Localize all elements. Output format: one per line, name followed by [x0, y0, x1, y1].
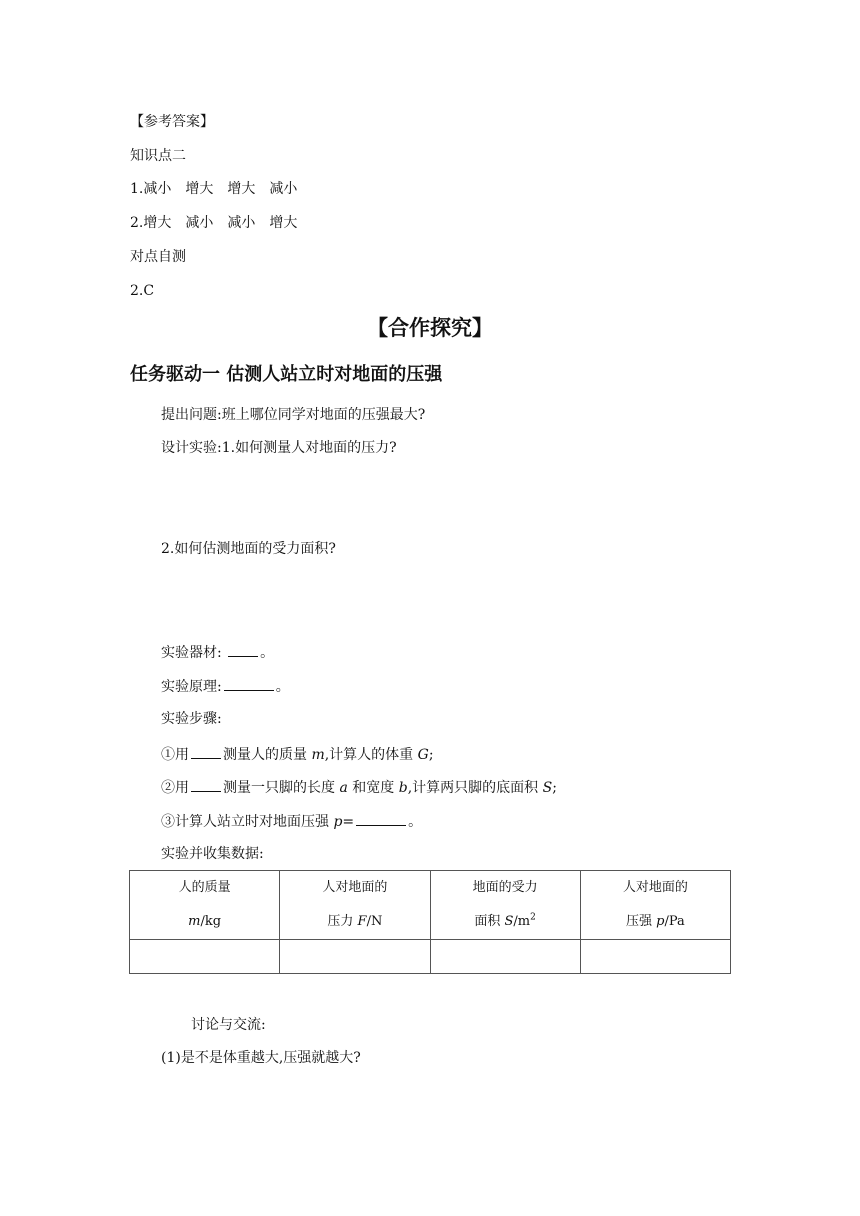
header-unit: /m: [513, 914, 531, 929]
discussion-question-1: (1)是不是体重越大,压强就越大?: [161, 1050, 361, 1066]
step-1-pre: ①用: [161, 747, 189, 763]
step-3-eq: =: [342, 814, 355, 830]
answers-line-1: 1.减小 增大 增大 减小: [130, 181, 298, 197]
materials-line: [161, 644, 274, 660]
step-3: [161, 813, 422, 829]
answers-title: 【参考答案】: [130, 114, 214, 130]
header-unit: /kg: [200, 914, 222, 929]
section-heading: 【合作探究】: [367, 316, 493, 340]
answers-subsection: 对点自测: [130, 249, 186, 265]
header-var: m: [188, 914, 201, 929]
var-p: p: [333, 814, 343, 830]
table-header-cell: [130, 871, 280, 940]
header-pre: 压强: [625, 914, 657, 929]
materials-label: 实验器材:: [161, 645, 227, 661]
principle-blank: [224, 678, 274, 691]
var-g: G: [417, 747, 429, 763]
header-unit: /N: [366, 914, 383, 929]
answers-line-3: 2.C: [130, 283, 155, 299]
header-var: F: [357, 914, 367, 929]
step-3-blank: [356, 813, 406, 826]
var-s: S: [542, 780, 553, 796]
header-var: p: [656, 914, 665, 929]
question-text: 提出问题:班上哪位同学对地面的压强最大?: [161, 407, 426, 423]
table-cell[interactable]: [130, 940, 280, 974]
table-header-cell: [280, 871, 430, 940]
var-m: m: [311, 747, 325, 763]
period: 。: [275, 679, 290, 695]
table-row: [130, 940, 731, 974]
header-line-1: 人对地面的: [322, 880, 388, 895]
step-1-mid2: ,计算人的体重: [324, 747, 418, 763]
step-1-mid: 测量人的质量: [223, 747, 312, 763]
step-2-post: ;: [552, 780, 557, 796]
principle-line: [161, 678, 290, 694]
header-line-1: 地面的受力: [472, 880, 538, 895]
answers-section: 知识点二: [130, 148, 186, 164]
period: 。: [260, 645, 275, 661]
header-pre: 压力: [327, 914, 358, 929]
step-1-blank: [191, 746, 221, 759]
step-2: [161, 779, 557, 795]
table-cell[interactable]: [580, 940, 730, 974]
table-header-cell: [580, 871, 730, 940]
principle-label: 实验原理:: [161, 679, 222, 695]
design-question-2: 2.如何估测地面的受力面积?: [161, 541, 336, 557]
step-2-pre: ②用: [161, 780, 189, 796]
header-pre: 面积: [474, 914, 505, 929]
step-1: [161, 746, 434, 762]
header-line-1: 人的质量: [178, 880, 231, 895]
table-cell[interactable]: [280, 940, 430, 974]
table-header-row: [130, 871, 731, 940]
step-3-pre: ③计算人站立时对地面压强: [161, 814, 334, 830]
step-2-mid: 测量一只脚的长度: [223, 780, 340, 796]
var-b: b: [398, 780, 408, 796]
header-unit: /Pa: [664, 914, 685, 929]
collect-label: 实验并收集数据:: [161, 846, 264, 862]
header-sup: 2: [530, 912, 536, 923]
design-question-1: 设计实验:1.如何测量人对地面的压力?: [161, 440, 397, 456]
header-var: S: [504, 914, 514, 929]
step-2-mid2: 和宽度: [347, 780, 399, 796]
var-a: a: [339, 780, 348, 796]
task-title: 任务驱动一 估测人站立时对地面的压强: [130, 364, 443, 385]
steps-label: 实验步骤:: [161, 711, 222, 727]
discussion-label: 讨论与交流:: [191, 1017, 266, 1033]
period: 。: [408, 814, 423, 830]
data-table: [129, 870, 731, 974]
step-2-mid3: ,计算两只脚的底面积: [407, 780, 543, 796]
materials-blank: [228, 644, 258, 657]
table-header-cell: [430, 871, 580, 940]
step-2-blank: [191, 779, 221, 792]
answers-line-2: 2.增大 减小 减小 增大: [130, 215, 298, 231]
table-cell[interactable]: [430, 940, 580, 974]
header-line-1: 人对地面的: [622, 880, 688, 895]
step-1-post: ;: [428, 747, 434, 763]
